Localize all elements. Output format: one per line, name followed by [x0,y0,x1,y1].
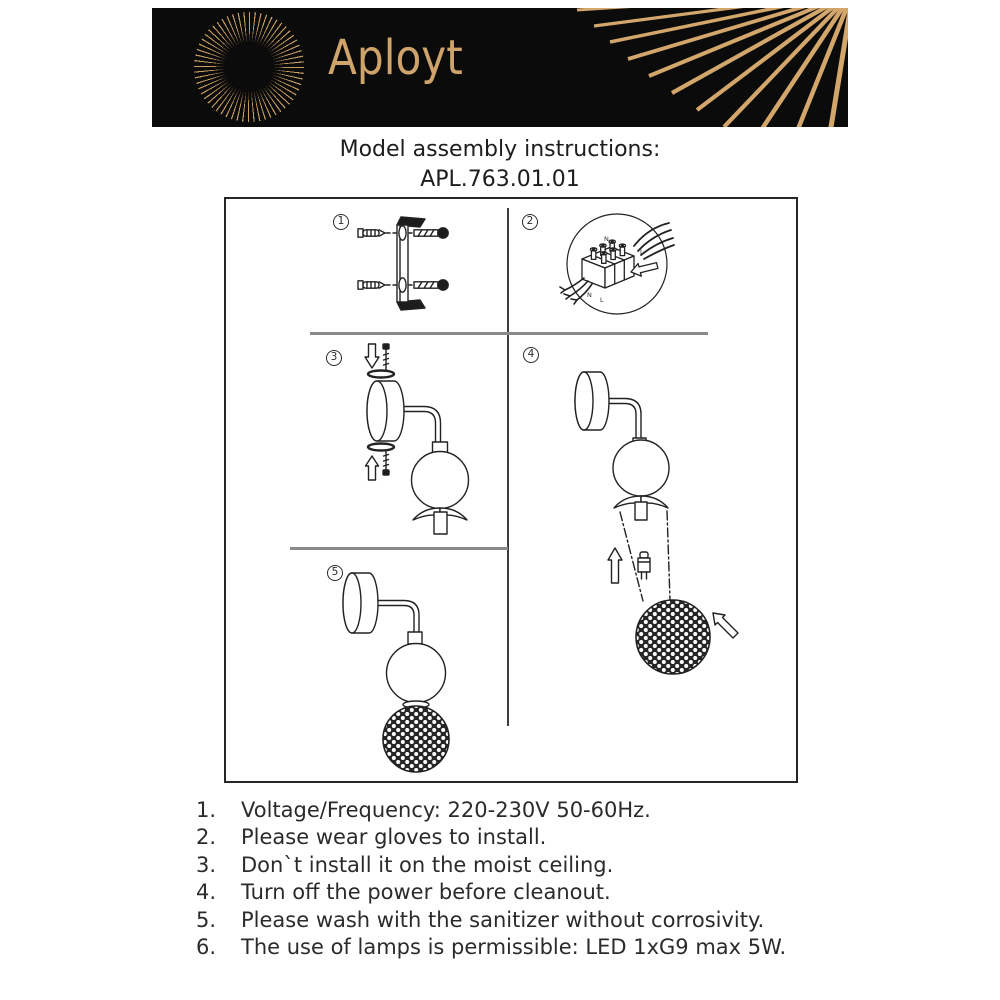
note-text: Turn off the power before cleanout. [241,880,611,905]
finial-screw-icon [383,344,389,370]
wall-anchor-icon [358,229,396,237]
assembly-instructions-title: Model assembly instructions: [339,137,661,162]
rotate-indicator-icon [368,371,394,378]
step4-shade-install-diagram [575,372,738,674]
note-number: 5. [196,907,217,932]
finial-screw-icon [383,451,389,475]
press-up-arrow-icon [366,456,379,480]
note-number: 1. [196,798,217,822]
note-text: Don`t install it on the moist ceiling. [241,852,614,877]
note-item [196,907,836,934]
step-number-badge: 4 [523,347,539,363]
glass-sphere [412,452,469,509]
wall-anchor-icon [358,281,396,289]
note-item [196,879,836,906]
assembly-diagrams [224,197,798,783]
note-number: 4. [196,880,217,905]
wire-label-n-top: N [604,235,609,243]
note-item [196,824,836,851]
header-banner [152,8,848,127]
press-down-arrow-icon [365,344,379,368]
insert-arrow-icon [631,263,658,277]
note-text: Please wash with the sanitizer without corrosivity. [241,907,765,932]
note-number: 3. [196,852,217,877]
brand-name: Aployt [328,30,463,86]
attach-arrow-icon [713,613,738,638]
glass-sphere [387,644,446,703]
step3-fixture-mount-diagram [365,344,469,534]
page-title-block [0,135,1000,194]
crystal-shade [383,706,449,772]
step5-assembled-lamp-diagram [343,573,449,772]
note-item [196,934,836,961]
notes-list [196,797,836,961]
note-number: 6. [196,935,217,960]
g9-bulb-icon [638,552,650,579]
mounting-screw-icon [409,228,448,238]
insert-up-arrow-icon [608,548,622,583]
step-number-badge: 5 [327,565,343,581]
step-number-badge: 3 [326,350,342,366]
crystal-shade [636,600,710,674]
note-item [196,797,836,824]
wire-label-n-bottom: N [587,291,592,299]
mounting-screw-icon [409,280,448,290]
model-number: APL.763.01.01 [420,166,580,192]
rotate-indicator-icon [368,444,394,451]
note-item [196,852,836,879]
step-number-badge: 1 [333,214,349,230]
note-text: The use of lamps is permissible: LED 1xG9 max 5W. [241,935,787,960]
step1-wall-bracket-diagram [358,217,448,310]
note-number: 2. [196,825,217,850]
note-text: Please wear gloves to install. [241,825,547,850]
glass-sphere [613,440,669,496]
wire-label-l-top: L [640,248,644,256]
rays-decoration-icon [152,8,848,127]
terminal-block-icon [582,240,634,288]
wire-label-l-bottom: L [600,296,604,304]
step-number-badge: 2 [522,214,538,230]
note-text: Voltage/Frequency: 220-230V 50-60Hz. [241,798,651,822]
step2-wiring-diagram [560,214,674,314]
